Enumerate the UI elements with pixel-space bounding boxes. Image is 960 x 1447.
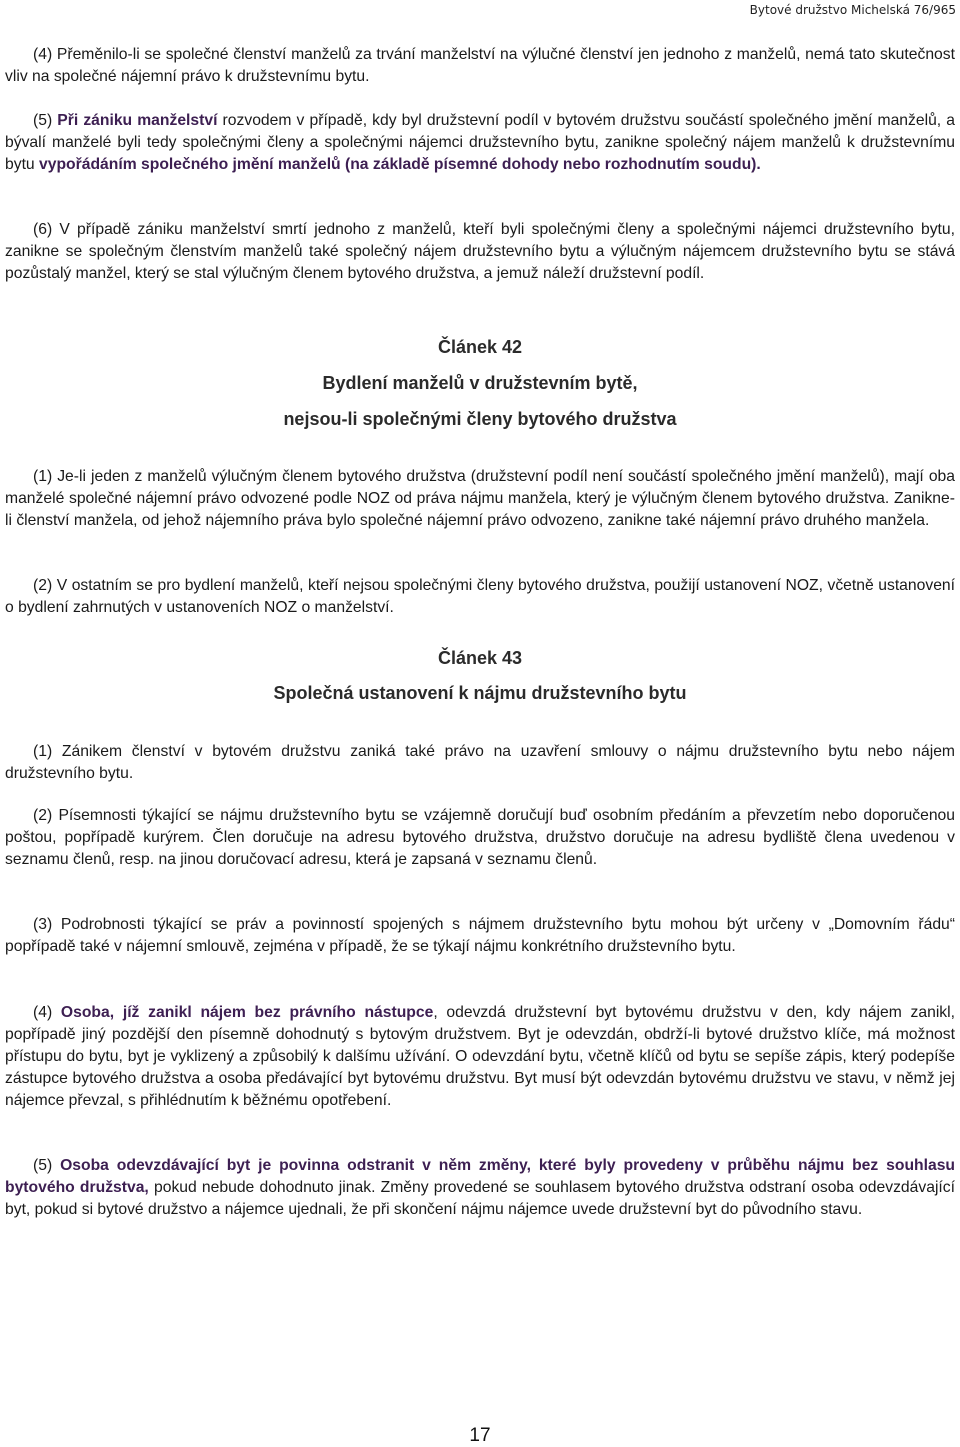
article-43-title: Společná ustanovení k nájmu družstevního bytu — [273, 683, 687, 703]
bold-phrase: Osoba, jíž zanikl nájem bez právního nástupce — [60, 1004, 434, 1021]
paragraph-6-death: (6) V případě zániku manželství smrtí jednoho z manželů, kteří byli společnými členy a společnými nájemci družstevního bytu, zanikne se společným členstvím manželů také společný nájem družstevního bytu a výlučným nájemcem družstevního bytu se stává pozůstalý manžel, který se stal výlučným členem bytového družstva, a jemuž náleží družstevní podíl. — [5, 221, 955, 282]
article-43-paragraph-3: (3) Podrobnosti týkající se práv a povinností spojených s nájmem družstevního bytu mohou být určeny v „Domovním řádu“ popřípadě také v nájemní smlouvě, zejména v případě, že se týkají nájmu konkrétního družstevního bytu. — [5, 916, 955, 955]
running-header: Bytové družstvo Michelská 76/965 — [749, 3, 956, 17]
paragraph-number: (4) — [33, 1004, 61, 1021]
paragraph-text: rozvodem v případě, kdy byl družstevní podíl v bytovém družstvu součástí společného jmění manželů, a bývalí manželé byli tedy společnými členy a společnými nájemci družstevního bytu, zanikne společný nájem manželů k družstevnímu bytu — [5, 112, 955, 173]
article-43-paragraph-4 — [5, 1002, 955, 1112]
article-42-heading: Článek 42 — [437, 337, 523, 357]
paragraph-text: pokud nebude dohodnuto jinak. Změny provedené se souhlasem bytového družstva odstraní osoba odevzdávající byt, pokud si bytové družstvo a nájemce ujednali, že při skončení nájmu nájemce uvede družstevní byt do původního stavu. — [5, 1179, 955, 1218]
bold-phrase: Osoba odevzdávající byt je povinna odstranit v něm změny, které byly provedeny v průběhu nájmu bez souhlasu bytového družstva, — [5, 1157, 955, 1196]
paragraph-number: (5) — [33, 112, 58, 129]
article-42-paragraph-2: (2) V ostatním se pro bydlení manželů, kteří nejsou společnými členy bytového družstva, použijí ustanovení NOZ, včetně ustanovení o bydlení zahrnutých v ustanoveních NOZ o manželství. — [5, 577, 955, 616]
paragraph-5-divorce — [5, 110, 955, 176]
article-42-paragraph-1: (1) Je-li jeden z manželů výlučným členem bytového družstva (družstevní podíl není součástí společného jmění manželů), mají oba manželé společné nájemní právo odvozené podle NOZ od práva nájmu manžela, který je výlučným členem bytového družstva. Zanikne-li členství manžela, od jehož nájemního práva bylo společné nájemní právo odvozeno, zanikne také nájemní právo druhého manžela. — [5, 468, 955, 529]
page-number: 17 — [469, 1425, 491, 1446]
article-42-title-line2: nejsou-li společnými členy bytového družstva — [283, 409, 677, 429]
article-43-paragraph-5 — [5, 1155, 955, 1221]
article-43-paragraph-1: (1) Zánikem členství v bytovém družstvu zaniká také právo na uzavření smlouvy o nájmu družstevního bytu nebo nájem družstevního bytu. — [5, 743, 955, 782]
paragraph-4-membership-change: (4) Přeměnilo-li se společné členství manželů za trvání manželství na výlučné členství jen jednoho z manželů, nemá tato skutečnost vliv na společné nájemní právo k družstevnímu bytu. — [5, 46, 955, 85]
paragraph-number: (5) — [33, 1157, 61, 1174]
article-42-title-line1: Bydlení manželů v družstevním bytě, — [322, 373, 638, 393]
article-43-heading: Článek 43 — [437, 648, 523, 668]
article-43-paragraph-2: (2) Písemnosti týkající se nájmu družstevního bytu se vzájemně doručují buď osobním předáním a převzetím nebo doporučenou poštou, popřípadě kurýrem. Člen doručuje na adresu bytového družstva, družstvo doručuje na adresu bydliště člena uvedenou v seznamu členů, resp. na jinou doručovací adresu, která je zapsaná v seznamu členů. — [5, 807, 955, 868]
bold-phrase: Při zániku manželství — [57, 112, 218, 129]
paragraph-text: , odevzdá družstevní byt bytovému družstvu v den, kdy nájem zanikl, popřípadě jiný pozdější den písemně dohodnutý s bytovým družstvem. Byt je odevzdán, obdrží-li bytové družstvo klíče, má možnost přístupu do bytu, byt je vyklizený a způsobilý k dalšímu užívání. O odevzdání bytu, včetně klíčů od bytu se sepíše zápis, který podepíše zástupce bytového družstva a osoba předávající byt bytovému družstvu. Byt musí být odevzdán bytovému družstvu ve stavu, v němž jej nájemce převzal, s přihlédnutím k běžnému opotřebení. — [5, 1004, 955, 1109]
bold-phrase: vypořádáním společného jmění manželů (na základě písemné dohody nebo rozhodnutím soudu). — [39, 156, 761, 173]
